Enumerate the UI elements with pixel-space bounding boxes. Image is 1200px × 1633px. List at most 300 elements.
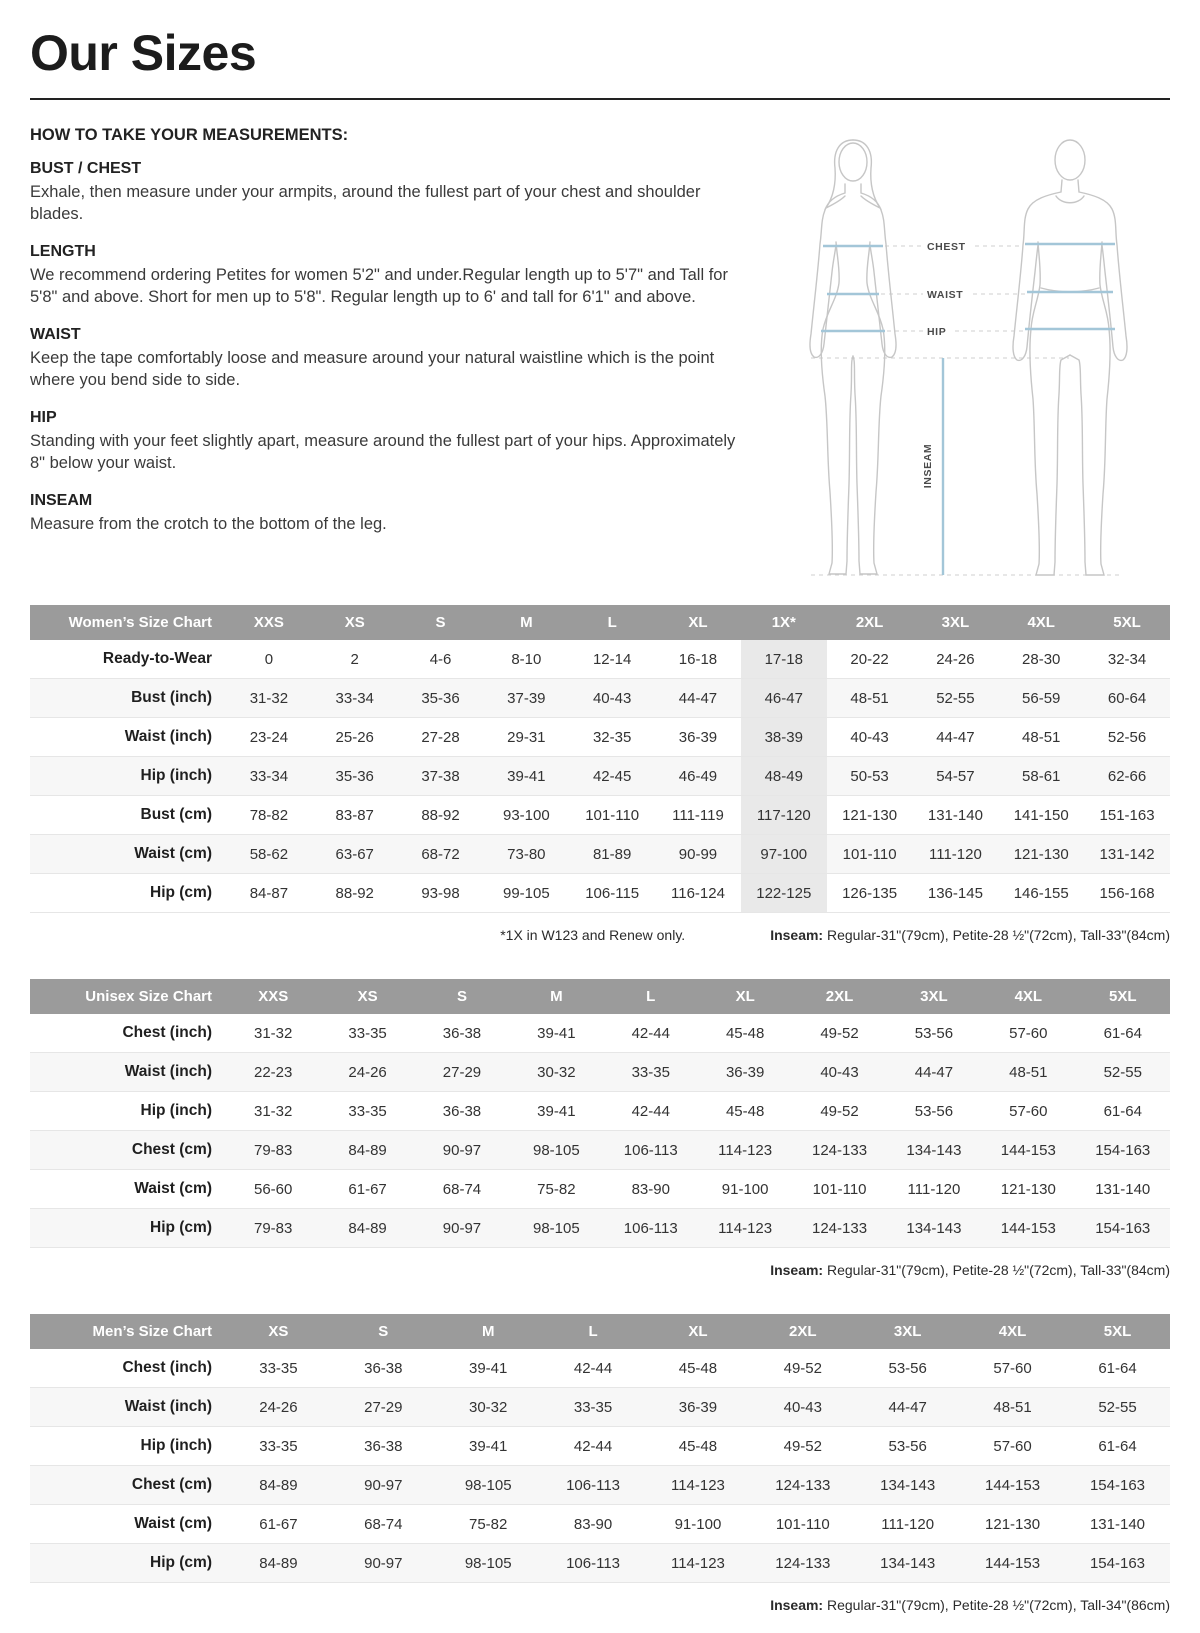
size-cell: 36-39 — [678, 728, 718, 746]
header-row — [30, 979, 1170, 1014]
size-cell: 48-49 — [741, 757, 827, 796]
size-cell: 42-44 — [573, 1437, 613, 1455]
size-cell: 45-48 — [725, 1102, 765, 1120]
size-cell: 37-38 — [421, 767, 460, 785]
size-cell: 49-52 — [783, 1437, 822, 1455]
size-cell: 49-52 — [783, 1359, 822, 1377]
size-cell: 106-113 — [566, 1476, 621, 1494]
size-cell: 36-38 — [364, 1359, 403, 1377]
table-row — [30, 1131, 1170, 1170]
size-cell: 134-143 — [906, 1219, 962, 1237]
column-header: XS — [226, 1314, 331, 1349]
table-row — [30, 835, 1170, 874]
table-row — [30, 796, 1170, 835]
column-header: 3XL — [913, 605, 999, 640]
size-cell: 39-41 — [469, 1437, 508, 1455]
footnote-1x-note: *1X in W123 and Renew only. — [500, 927, 686, 943]
inseam-label: INSEAM — [922, 443, 934, 489]
size-cell: 52-56 — [1107, 728, 1147, 746]
size-cell: 131-140 — [1095, 1180, 1151, 1198]
size-cell: 48-51 — [1009, 1063, 1048, 1081]
header-row — [30, 605, 1170, 640]
size-cell: 45-48 — [678, 1437, 718, 1455]
instruction-body: Exhale, then measure under your armpits, around the fullest part of your chest and shoulder blades. — [30, 183, 701, 223]
table-row — [30, 718, 1170, 757]
size-cell: 99-105 — [502, 884, 550, 902]
size-cell: 84-89 — [259, 1554, 298, 1572]
table-row — [30, 1466, 1170, 1505]
size-cell: 154-163 — [1089, 1476, 1146, 1494]
row-label: Chest (cm) — [131, 1141, 212, 1158]
size-cell: 144-153 — [985, 1554, 1041, 1572]
title-divider — [30, 98, 1170, 100]
column-header: XS — [320, 979, 414, 1014]
size-cell: 52-55 — [1098, 1398, 1137, 1416]
size-cell: 134-143 — [880, 1554, 936, 1572]
size-cell: 124-133 — [775, 1554, 831, 1572]
size-cell: 31-32 — [254, 1102, 293, 1120]
mens-size-chart-block — [30, 1314, 1170, 1613]
size-cell: 98-105 — [464, 1476, 512, 1494]
size-cell: 23-24 — [249, 728, 289, 746]
size-cell: 98-105 — [533, 1219, 580, 1237]
size-cell: 38-39 — [741, 718, 827, 757]
size-cell: 44-47 — [936, 728, 975, 746]
table-row — [30, 1544, 1170, 1583]
size-cell: 73-80 — [507, 845, 546, 863]
size-cell: 57-60 — [1009, 1024, 1048, 1042]
size-cell: 111-120 — [907, 1180, 961, 1198]
size-cell: 42-44 — [573, 1359, 613, 1377]
size-cell: 29-31 — [507, 728, 546, 746]
size-cell: 90-99 — [678, 845, 718, 863]
table-row — [30, 1427, 1170, 1466]
instructions-heading: HOW TO TAKE YOUR MEASUREMENTS: — [30, 126, 349, 144]
size-cell: 93-98 — [421, 884, 460, 902]
size-cell: 114-123 — [718, 1219, 773, 1237]
row-label: Ready-to-Wear — [102, 650, 212, 667]
column-header: 3XL — [887, 979, 981, 1014]
size-cell: 0 — [264, 650, 274, 668]
instruction-heading: INSEAM — [30, 491, 93, 509]
footnote-inseam-note: Inseam: Regular-31"(79cm), Petite-28 ½"(72cm), Tall-33"(84cm) — [770, 927, 1170, 943]
size-cell: 48-51 — [1022, 728, 1061, 746]
size-cell: 144-153 — [1000, 1141, 1056, 1159]
size-cell: 53-56 — [888, 1359, 927, 1377]
table-row — [30, 874, 1170, 913]
size-cell: 56-59 — [1022, 689, 1061, 707]
table-row — [30, 1014, 1170, 1053]
size-cell: 83-90 — [573, 1515, 613, 1533]
unisex-size-chart-table — [30, 979, 1170, 1248]
size-cell: 32-35 — [592, 728, 632, 746]
size-cell: 78-82 — [249, 806, 289, 824]
column-header: 4XL — [960, 1314, 1065, 1349]
table-row — [30, 1209, 1170, 1248]
size-cell: 44-47 — [888, 1398, 927, 1416]
size-cell: 106-113 — [623, 1141, 678, 1159]
size-cell: 61-67 — [348, 1180, 387, 1198]
size-cell: 39-41 — [469, 1359, 508, 1377]
size-cell: 44-47 — [914, 1063, 954, 1081]
size-cell: 16-18 — [678, 650, 718, 668]
size-cell: 117-120 — [741, 796, 827, 835]
size-cell: 101-110 — [585, 806, 640, 824]
column-header: XXS — [226, 605, 312, 640]
size-cell: 42-44 — [631, 1024, 670, 1042]
header-row — [30, 1314, 1170, 1349]
size-cell: 68-74 — [442, 1180, 482, 1198]
size-cell: 131-140 — [927, 806, 983, 824]
size-cell: 114-123 — [670, 1554, 725, 1572]
size-cell: 63-67 — [335, 845, 374, 863]
size-cell: 33-35 — [631, 1063, 670, 1081]
size-cell: 154-163 — [1095, 1219, 1151, 1237]
table-row — [30, 1349, 1170, 1388]
size-cell: 84-89 — [348, 1141, 387, 1159]
size-cell: 8-10 — [511, 650, 542, 668]
size-cell: 40-43 — [592, 689, 632, 707]
size-cell: 61-64 — [1103, 1102, 1142, 1120]
column-header: M — [483, 605, 569, 640]
size-cell: 156-168 — [1099, 884, 1155, 902]
size-cell: 4-6 — [429, 650, 452, 668]
mens-size-chart-table — [30, 1314, 1170, 1583]
row-label: Hip (cm) — [150, 1554, 212, 1571]
size-cell: 68-72 — [421, 845, 460, 863]
instruction-section-inseam — [30, 492, 752, 536]
size-cell: 48-51 — [993, 1398, 1032, 1416]
table-row — [30, 1170, 1170, 1209]
size-cell: 49-52 — [820, 1024, 859, 1042]
size-cell: 111-120 — [881, 1515, 935, 1533]
size-cell: 151-163 — [1099, 806, 1155, 824]
size-cell: 31-32 — [254, 1024, 293, 1042]
row-label: Hip (inch) — [140, 1437, 212, 1454]
size-cell: 36-39 — [725, 1063, 765, 1081]
size-cell: 30-32 — [537, 1063, 576, 1081]
size-cell: 36-38 — [364, 1437, 403, 1455]
size-cell: 91-100 — [674, 1515, 722, 1533]
size-cell: 131-140 — [1089, 1515, 1146, 1533]
column-header: XL — [646, 1314, 751, 1349]
size-cell: 79-83 — [254, 1219, 293, 1237]
row-label: Waist (cm) — [134, 1180, 212, 1197]
column-header: 5XL — [1065, 1314, 1170, 1349]
size-cell: 61-64 — [1098, 1437, 1137, 1455]
table-title: Women’s Size Chart — [30, 605, 226, 640]
size-cell: 39-41 — [537, 1102, 576, 1120]
table-row — [30, 1053, 1170, 1092]
instruction-heading: HIP — [30, 408, 57, 426]
size-cell: 134-143 — [880, 1476, 936, 1494]
column-header: L — [541, 1314, 646, 1349]
size-cell: 32-34 — [1107, 650, 1147, 668]
size-cell: 58-61 — [1022, 767, 1061, 785]
size-cell: 24-26 — [348, 1063, 387, 1081]
column-header: S — [415, 979, 509, 1014]
size-cell: 36-39 — [678, 1398, 718, 1416]
instruction-section-waist — [30, 326, 752, 392]
column-header: 5XL — [1076, 979, 1170, 1014]
size-cell: 144-153 — [1000, 1219, 1056, 1237]
size-cell: 48-51 — [850, 689, 889, 707]
column-header: M — [509, 979, 603, 1014]
measurement-figures-illustration — [775, 126, 1165, 591]
size-cell: 101-110 — [775, 1515, 830, 1533]
instruction-body: Keep the tape comfortably loose and measure around your natural waistline which is the point where you bend side to side. — [30, 348, 715, 389]
table-footnotes — [30, 1262, 1170, 1278]
size-cell: 144-153 — [985, 1476, 1041, 1494]
table-title: Unisex Size Chart — [30, 979, 226, 1014]
size-cell: 126-135 — [842, 884, 898, 902]
size-cell: 33-34 — [335, 689, 374, 707]
column-header: 4XL — [981, 979, 1075, 1014]
size-cell: 146-155 — [1013, 884, 1069, 902]
size-cell: 124-133 — [775, 1476, 831, 1494]
size-cell: 88-92 — [421, 806, 460, 824]
column-header: S — [331, 1314, 436, 1349]
size-cell: 52-55 — [1103, 1063, 1142, 1081]
table-row — [30, 757, 1170, 796]
size-cell: 90-97 — [442, 1219, 482, 1237]
row-label: Waist (inch) — [124, 1063, 212, 1080]
size-cell: 124-133 — [812, 1219, 868, 1237]
size-cell: 111-119 — [672, 806, 724, 824]
column-header: L — [604, 979, 698, 1014]
row-label: Waist (cm) — [134, 1515, 212, 1532]
size-cell: 61-67 — [259, 1515, 298, 1533]
size-cell: 40-43 — [850, 728, 889, 746]
table-footnotes — [30, 1597, 1170, 1613]
measurement-figure-panel — [770, 126, 1170, 591]
instruction-body: We recommend ordering Petites for women 5'2" and under.Regular length up to 5'7" and Tall for 5'8" and above. Short for men up to 5'8". Regular length up to 6' and tall for 6'1" and above. — [30, 265, 728, 306]
size-cell: 114-123 — [718, 1141, 773, 1159]
size-cell: 40-43 — [783, 1398, 822, 1416]
size-cell: 62-66 — [1107, 767, 1147, 785]
size-cell: 46-47 — [741, 679, 827, 718]
size-cell: 20-22 — [850, 650, 889, 668]
column-header: XL — [698, 979, 792, 1014]
size-cell: 75-82 — [537, 1180, 576, 1198]
size-cell: 84-89 — [348, 1219, 387, 1237]
unisex-size-chart-block — [30, 979, 1170, 1278]
male-figure — [1013, 140, 1127, 575]
size-cell: 79-83 — [254, 1141, 293, 1159]
page-title: Our Sizes — [30, 25, 257, 81]
row-label: Bust (cm) — [140, 806, 212, 823]
size-cell: 90-97 — [364, 1554, 403, 1572]
column-header: 2XL — [792, 979, 886, 1014]
size-cell: 24-26 — [259, 1398, 298, 1416]
measurement-instructions — [30, 126, 770, 552]
column-header: S — [398, 605, 484, 640]
size-cell: 28-30 — [1022, 650, 1061, 668]
size-cell: 36-38 — [442, 1102, 482, 1120]
table-title: Men’s Size Chart — [30, 1314, 226, 1349]
size-cell: 90-97 — [364, 1476, 403, 1494]
size-cell: 45-48 — [678, 1359, 718, 1377]
size-cell: 35-36 — [421, 689, 460, 707]
row-label: Chest (inch) — [122, 1024, 212, 1041]
size-cell: 101-110 — [812, 1180, 867, 1198]
size-cell: 37-39 — [507, 689, 546, 707]
size-cell: 45-48 — [725, 1024, 765, 1042]
size-cell: 84-87 — [249, 884, 289, 902]
size-cell: 116-124 — [671, 884, 725, 902]
column-header: 1X* — [741, 605, 827, 640]
size-cell: 25-26 — [335, 728, 374, 746]
waist-label: WAIST — [927, 289, 964, 301]
size-cell: 40-43 — [820, 1063, 859, 1081]
size-cell: 57-60 — [1009, 1102, 1048, 1120]
instruction-body: Standing with your feet slightly apart, measure around the fullest part of your hips. Approximately 8" below your waist. — [30, 431, 736, 472]
size-cell: 39-41 — [537, 1024, 576, 1042]
table-row — [30, 1092, 1170, 1131]
column-header: 2XL — [750, 1314, 855, 1349]
table-footnotes — [30, 927, 1170, 943]
row-label: Waist (inch) — [124, 728, 212, 745]
row-label: Chest (cm) — [131, 1476, 212, 1493]
size-cell: 121-130 — [1000, 1180, 1056, 1198]
row-label: Chest (inch) — [122, 1359, 212, 1376]
size-cell: 106-113 — [566, 1554, 621, 1572]
instruction-body: Measure from the crotch to the bottom of the leg. — [30, 514, 387, 533]
footnote-inseam-note: Inseam: Regular-31"(79cm), Petite-28 ½"(72cm), Tall-33"(84cm) — [770, 1262, 1170, 1278]
size-cell: 17-18 — [741, 640, 827, 679]
size-cell: 101-110 — [842, 845, 897, 863]
size-cell: 122-125 — [741, 874, 827, 913]
column-header: 3XL — [855, 1314, 960, 1349]
size-cell: 53-56 — [914, 1102, 954, 1120]
size-cell: 33-34 — [249, 767, 289, 785]
size-cell: 106-115 — [585, 884, 640, 902]
size-cell: 42-44 — [631, 1102, 670, 1120]
size-cell: 35-36 — [335, 767, 374, 785]
column-header: XL — [655, 605, 741, 640]
hip-label: HIP — [927, 326, 947, 338]
size-cell: 114-123 — [670, 1476, 725, 1494]
column-header: 4XL — [998, 605, 1084, 640]
size-cell: 52-55 — [936, 689, 975, 707]
row-label: Hip (cm) — [150, 1219, 212, 1236]
table-row — [30, 1505, 1170, 1544]
size-cell: 83-90 — [631, 1180, 670, 1198]
size-cell: 121-130 — [842, 806, 898, 824]
row-label: Hip (inch) — [140, 1102, 212, 1119]
instruction-section-hip — [30, 409, 752, 475]
size-cell: 61-64 — [1098, 1359, 1137, 1377]
column-header: M — [436, 1314, 541, 1349]
size-cell: 134-143 — [906, 1141, 962, 1159]
size-cell: 81-89 — [592, 845, 632, 863]
size-cell: 93-100 — [502, 806, 550, 824]
measurement-instructions-area — [30, 126, 1170, 591]
size-cell: 97-100 — [741, 835, 827, 874]
size-cell: 83-87 — [335, 806, 374, 824]
size-cell: 154-163 — [1095, 1141, 1151, 1159]
size-cell: 12-14 — [592, 650, 632, 668]
size-cell: 54-57 — [936, 767, 975, 785]
size-cell: 50-53 — [850, 767, 889, 785]
size-cell: 111-120 — [928, 845, 982, 863]
size-cell: 124-133 — [812, 1141, 868, 1159]
table-row — [30, 679, 1170, 718]
size-charts — [30, 605, 1170, 1613]
column-header: L — [569, 605, 655, 640]
column-header: XXS — [226, 979, 320, 1014]
row-label: Bust (inch) — [131, 689, 212, 706]
size-cell: 42-45 — [592, 767, 632, 785]
size-cell: 46-49 — [678, 767, 718, 785]
footnote-inseam-note: Inseam: Regular-31"(79cm), Petite-28 ½"(72cm), Tall-34"(86cm) — [770, 1597, 1170, 1613]
instruction-heading: WAIST — [30, 325, 81, 343]
size-cell: 91-100 — [721, 1180, 769, 1198]
womens-size-chart-table — [30, 605, 1170, 913]
size-cell: 36-38 — [442, 1024, 482, 1042]
size-cell: 136-145 — [927, 884, 983, 902]
size-cell: 121-130 — [1013, 845, 1069, 863]
size-cell: 88-92 — [335, 884, 374, 902]
size-cell: 98-105 — [533, 1141, 580, 1159]
row-label: Hip (cm) — [150, 884, 212, 901]
size-cell: 22-23 — [254, 1063, 293, 1081]
size-cell: 68-74 — [364, 1515, 403, 1533]
size-cell: 53-56 — [914, 1024, 954, 1042]
size-cell: 58-62 — [249, 845, 289, 863]
size-cell: 2 — [350, 650, 359, 668]
column-header: XS — [312, 605, 398, 640]
table-row — [30, 640, 1170, 679]
size-cell: 31-32 — [249, 689, 289, 707]
size-cell: 27-29 — [364, 1398, 403, 1416]
size-cell: 39-41 — [507, 767, 546, 785]
size-cell: 141-150 — [1013, 806, 1069, 824]
size-cell: 33-35 — [348, 1024, 387, 1042]
chest-label: CHEST — [927, 241, 966, 253]
row-label: Hip (inch) — [140, 767, 212, 784]
size-cell: 44-47 — [678, 689, 718, 707]
size-cell: 61-64 — [1103, 1024, 1142, 1042]
instruction-heading: LENGTH — [30, 242, 96, 260]
size-cell: 33-35 — [348, 1102, 387, 1120]
size-cell: 84-89 — [259, 1476, 298, 1494]
female-figure — [810, 140, 896, 574]
size-cell: 33-35 — [573, 1398, 613, 1416]
size-cell: 56-60 — [254, 1180, 293, 1198]
instruction-section-bust-chest — [30, 160, 752, 226]
womens-size-chart-block — [30, 605, 1170, 943]
instruction-heading: BUST / CHEST — [30, 160, 142, 177]
size-cell: 49-52 — [820, 1102, 859, 1120]
size-cell: 24-26 — [936, 650, 975, 668]
size-cell: 98-105 — [464, 1554, 512, 1572]
size-cell: 27-28 — [421, 728, 460, 746]
size-cell: 106-113 — [623, 1219, 678, 1237]
row-label: Waist (inch) — [124, 1398, 212, 1415]
instruction-section-length — [30, 243, 752, 309]
table-row — [30, 1388, 1170, 1427]
size-cell: 121-130 — [985, 1515, 1041, 1533]
size-cell: 57-60 — [993, 1437, 1032, 1455]
size-cell: 75-82 — [469, 1515, 508, 1533]
size-cell: 154-163 — [1089, 1554, 1146, 1572]
size-cell: 33-35 — [259, 1359, 298, 1377]
size-cell: 131-142 — [1099, 845, 1155, 863]
row-label: Waist (cm) — [134, 845, 212, 862]
size-cell: 30-32 — [469, 1398, 508, 1416]
column-header: 5XL — [1084, 605, 1170, 640]
